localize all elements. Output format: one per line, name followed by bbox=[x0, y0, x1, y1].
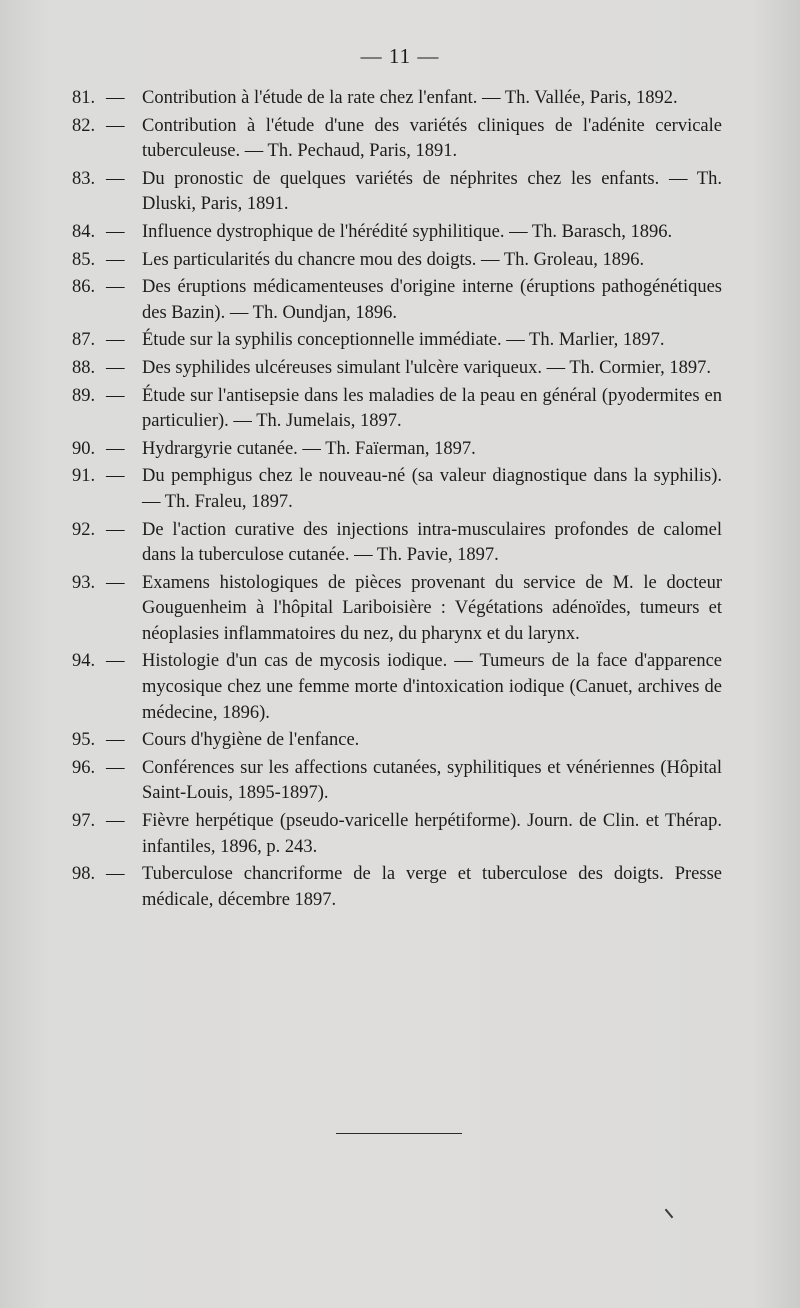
entry-dash: — bbox=[106, 330, 125, 351]
entry-number: 82. bbox=[72, 115, 96, 136]
entry-number: 93. bbox=[72, 572, 96, 593]
list-item bbox=[72, 114, 722, 165]
entry-dash: — bbox=[106, 221, 125, 242]
entry-text: Étude sur la syphilis conceptionnelle immédiate. — Th. Marlier, 1897. bbox=[142, 330, 665, 351]
entry-dash: — bbox=[106, 519, 125, 540]
entry-dash: — bbox=[106, 438, 125, 459]
ink-speck bbox=[665, 1209, 674, 1219]
entry-text: Conférences sur les affections cutanées, syphilitiques et vénériennes (Hôpital Saint-Louis, 1895-1897). bbox=[142, 757, 722, 804]
entry-text: Du pronostic de quelques variétés de néphrites chez les enfants. — Th. Dluski, Paris, 1891. bbox=[142, 168, 722, 215]
entry-text: Étude sur l'antisepsie dans les maladies de la peau en général (pyodermites en particulier). — Th. Jumelais, 1897. bbox=[142, 385, 722, 432]
list-item bbox=[72, 356, 722, 382]
list-item bbox=[72, 248, 722, 274]
list-item bbox=[72, 167, 722, 218]
entry-number: 97. bbox=[72, 811, 96, 832]
entry-dash: — bbox=[106, 277, 125, 298]
list-item bbox=[72, 437, 722, 463]
entry-dash: — bbox=[106, 730, 125, 751]
entry-number: 98. bbox=[72, 864, 96, 885]
entry-text: Fièvre herpétique (pseudo-varicelle herpétiforme). Journ. de Clin. et Thérap. infantiles, 1896, p. 243. bbox=[142, 811, 722, 857]
closing-rule bbox=[336, 1133, 462, 1134]
list-item bbox=[72, 649, 722, 726]
entry-dash: — bbox=[106, 811, 125, 832]
entry-number: 86. bbox=[72, 277, 96, 298]
list-item bbox=[72, 328, 722, 354]
list-item bbox=[72, 275, 722, 326]
entry-text: Examens histologiques de pièces provenant du service de M. le docteur Gouguenheim à l'hôpital Lariboisière : Végétations adénoïdes, tumeurs et néoplasies inflammatoires du nez, du pharynx et du larynx. bbox=[142, 572, 722, 644]
entry-text: Des syphilides ulcéreuses simulant l'ulcère variqueux. — Th. Cormier, 1897. bbox=[142, 357, 711, 378]
bibliography-list bbox=[72, 86, 722, 915]
entry-number: 94. bbox=[72, 651, 96, 672]
entry-number: 91. bbox=[72, 466, 96, 487]
entry-number: 84. bbox=[72, 221, 96, 242]
entry-number: 87. bbox=[72, 330, 96, 351]
entry-dash: — bbox=[106, 757, 125, 778]
list-item bbox=[72, 86, 722, 112]
entry-number: 81. bbox=[72, 88, 96, 108]
entry-text: Hydrargyrie cutanée. — Th. Faïerman, 1897. bbox=[142, 438, 476, 459]
list-item bbox=[72, 756, 722, 807]
entry-number: 92. bbox=[72, 519, 96, 540]
entry-text: Cours d'hygiène de l'enfance. bbox=[142, 730, 360, 751]
list-item bbox=[72, 862, 722, 913]
page-number: — 11 — bbox=[360, 44, 440, 68]
list-item bbox=[72, 518, 722, 569]
list-item bbox=[72, 464, 722, 515]
entry-text: Contribution à l'étude de la rate chez l'enfant. — Th. Vallée, Paris, 1892. bbox=[142, 88, 678, 108]
entry-dash: — bbox=[106, 651, 125, 672]
entry-dash: — bbox=[106, 168, 125, 189]
entry-text: Des éruptions médicamenteuses d'origine interne (éruptions pathogénétiques des Bazin). — Th. Oundjan, 1896. bbox=[142, 277, 722, 323]
entry-number: 95. bbox=[72, 730, 96, 751]
entry-dash: — bbox=[106, 385, 125, 406]
entry-number: 83. bbox=[72, 168, 96, 189]
entry-text: Histologie d'un cas de mycosis iodique. — Tumeurs de la face d'apparence mycosique chez une femme morte d'intoxication iodique (Canuet, archives de médecine, 1896). bbox=[142, 651, 722, 723]
list-item bbox=[72, 728, 722, 754]
entry-text: De l'action curative des injections intra-musculaires profondes de calomel dans la tuberculose cutanée. — Th. Pavie, 1897. bbox=[142, 519, 722, 566]
entry-text: Du pemphigus chez le nouveau-né (sa valeur diagnostique dans la syphilis). — Th. Fraleu, 1897. bbox=[142, 466, 722, 512]
entry-text: Tuberculose chancriforme de la verge et tuberculose des doigts. Presse médicale, décembre 1897. bbox=[142, 864, 722, 910]
entry-dash: — bbox=[106, 357, 125, 378]
entry-dash: — bbox=[106, 88, 125, 108]
list-item bbox=[72, 384, 722, 435]
entry-number: 89. bbox=[72, 385, 96, 406]
entry-dash: — bbox=[106, 864, 125, 885]
list-item bbox=[72, 809, 722, 860]
entry-dash: — bbox=[106, 249, 125, 270]
list-item bbox=[72, 220, 722, 246]
entry-text: Les particularités du chancre mou des doigts. — Th. Groleau, 1896. bbox=[142, 249, 645, 270]
entry-dash: — bbox=[106, 115, 125, 136]
entry-dash: — bbox=[106, 572, 125, 593]
entry-dash: — bbox=[106, 466, 125, 487]
entry-text: Contribution à l'étude d'une des variétés cliniques de l'adénite cervicale tuberculeuse. — Th. Pechaud, Paris, 1891. bbox=[142, 115, 722, 162]
entry-number: 88. bbox=[72, 357, 96, 378]
list-item bbox=[72, 571, 722, 648]
entry-number: 85. bbox=[72, 249, 96, 270]
entry-number: 96. bbox=[72, 757, 96, 778]
entry-text: Influence dystrophique de l'hérédité syphilitique. — Th. Barasch, 1896. bbox=[142, 221, 673, 242]
entry-number: 90. bbox=[72, 438, 96, 459]
